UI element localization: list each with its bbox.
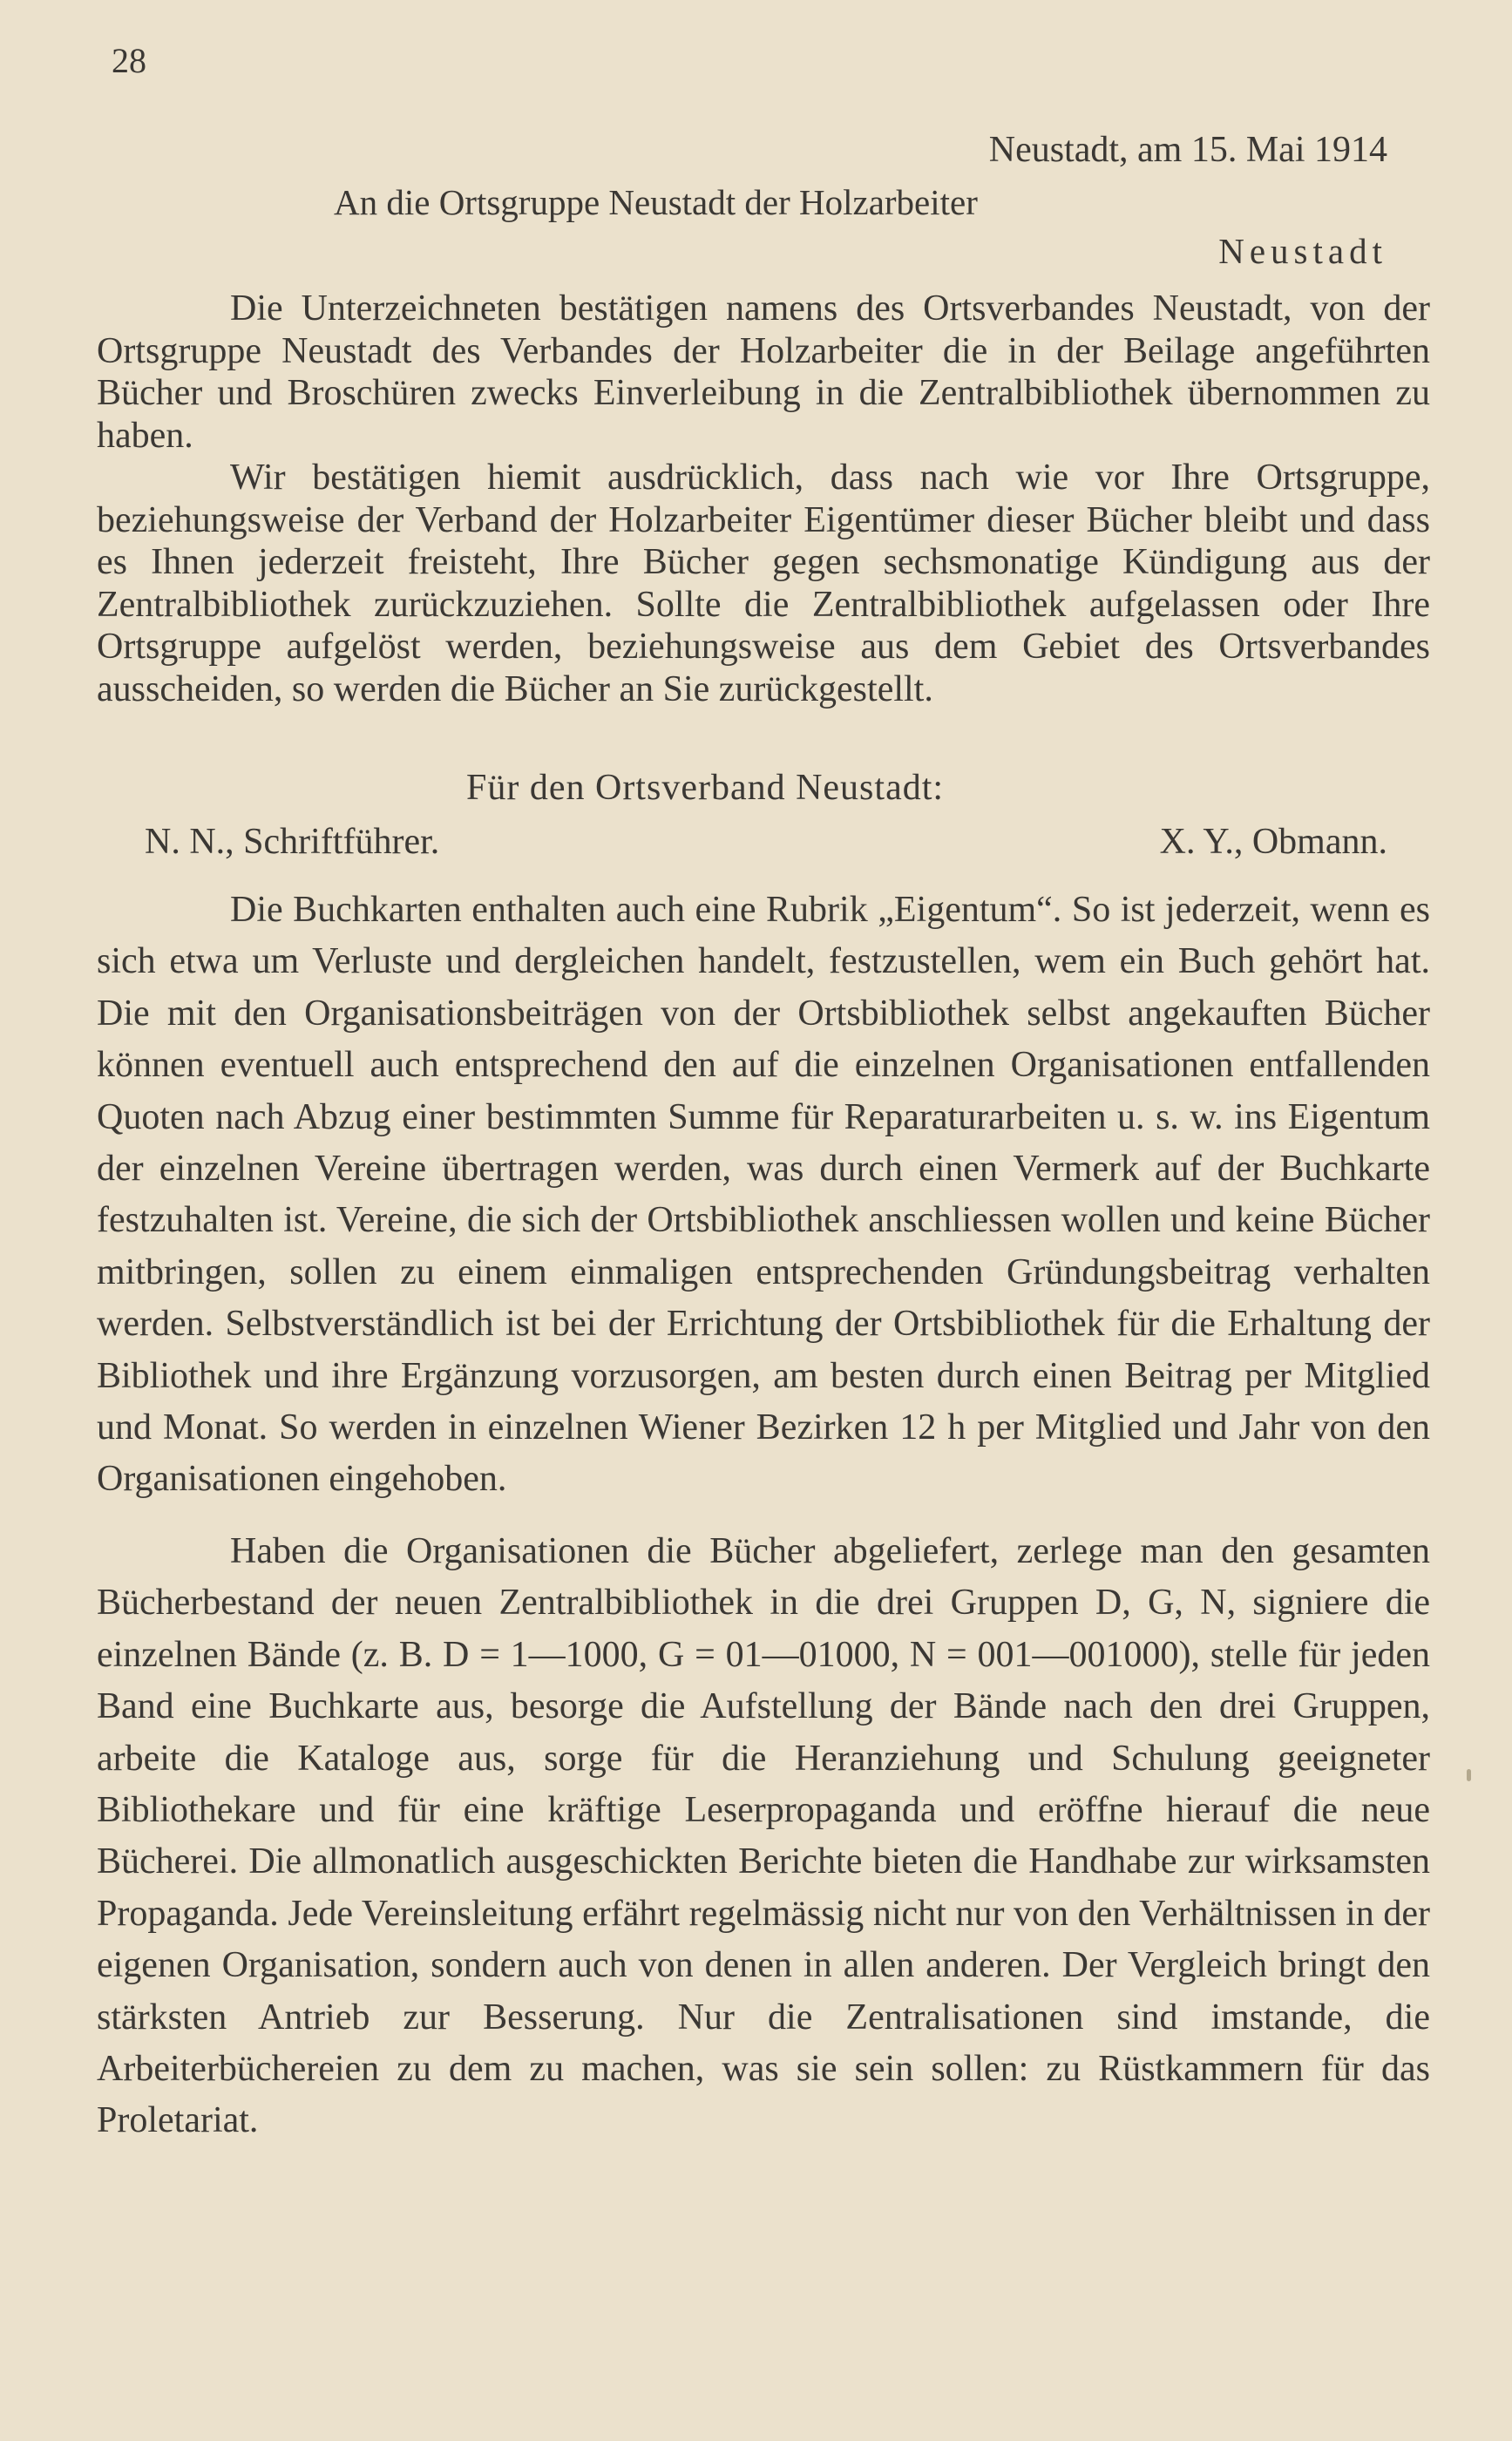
- letter-paragraph: Die Unterzeichneten bestätigen namens des Ortsverbandes Neustadt, von der Ortsgruppe Neustadt des Verbandes der Holzarbeiter die in der Beilage angeführten Bücher und Broschüren zwecks Einverleibung in die Zentralbibliothek übernommen zu haben.: [97, 288, 1430, 456]
- signature-chairman: X. Y., Obmann.: [1159, 822, 1387, 862]
- letter-date: Neustadt, am 15. Mai 1914: [988, 130, 1387, 170]
- body-paragraph: Die Buchkarten enthalten auch eine Rubrik „Eigentum“. So ist jederzeit, wenn es sich etwa um Verluste und dergleichen handelt, festzustellen, wem ein Buch gehört hat. Die mit den Organisationsbeiträgen von der Ortsbibliothek selbst angekauften Bücher können eventuell auch entsprechend den auf die einzelnen Organisationen entfallenden Quoten nach Abzug einer bestimmten Summe für Reparaturarbeiten u. s. w. ins Eigentum der einzelnen Vereine übertragen werden, was durch einen Vermerk auf der Buchkarte festzuhalten ist. Vereine, die sich der Ortsbibliothek anschliessen wollen und keine Bücher mitbringen, sollen zu einem einmaligen entsprechenden Gründungsbeitrag verhalten werden. Selbstverständlich ist bei der Errichtung der Ortsbibliothek für die Erhaltung der Bibliothek und ihre Ergänzung vorzusorgen, am besten durch einen Beitrag per Mitglied und Monat. So werden in einzelnen Wiener Bezirken 12 h per Mitglied und Jahr von den Organisationen eingehoben.: [97, 890, 1430, 1500]
- letter-closing: Für den Ortsverband Neustadt:: [466, 768, 945, 808]
- body-text: [97, 885, 1430, 2147]
- page-number: 28: [112, 41, 146, 80]
- letter-recipient: An die Ortsgruppe Neustadt der Holzarbeiter: [334, 182, 978, 222]
- letter-body: [97, 288, 1430, 710]
- paper-stain: [1467, 1769, 1471, 1781]
- letter-recipient-city: Neustadt: [1218, 231, 1387, 271]
- body-paragraph: Haben die Organisationen die Bücher abgeliefert, zerlege man den gesamten Bücherbestand der neuen Zentralbibliothek in die drei Gruppen D, G, N, signiere die einzelnen Bände (z. B. D = 1—1000, G = 01—01000, N = 001—001000), stelle für jeden Band eine Buchkarte aus, besorge die Aufstellung der Bände nach den drei Gruppen, arbeite die Kataloge aus, sorge für die Heranziehung und Schulung geeigneter Bibliothekare und für eine kräftige Leserpropaganda und eröffne hierauf die neue Bücherei. Die allmonatlich ausgeschickten Berichte bieten die Handhabe zur wirksamsten Propaganda. Jede Vereinsleitung erfährt regelmässig nicht nur von den Verhältnissen in der eigenen Organisation, sondern auch von denen in allen anderen. Der Vergleich bringt den stärksten Antrieb zur Besserung. Nur die Zentralisationen sind imstande, die Arbeiterbüchereien zu dem zu machen, was sie sein sollen: zu Rüstkammern für das Proletariat.: [97, 1530, 1430, 2141]
- signature-secretary: N. N., Schriftführer.: [145, 822, 440, 862]
- letter-paragraph: Wir bestätigen hiemit ausdrücklich, dass nach wie vor Ihre Ortsgruppe, beziehungsweise der Verband der Holzarbeiter Eigentümer dieser Bücher bleibt und dass es Ihnen jederzeit freisteht, Ihre Bücher gegen sechsmonatige Kündigung aus der Zentralbibliothek zurückzuziehen. Sollte die Zentralbibliothek aufgelassen oder Ihre Ortsgruppe aufgelöst werden, beziehungsweise aus dem Gebiet des Ortsverbandes ausscheiden, so werden die Bücher an Sie zurückgestellt.: [97, 458, 1430, 709]
